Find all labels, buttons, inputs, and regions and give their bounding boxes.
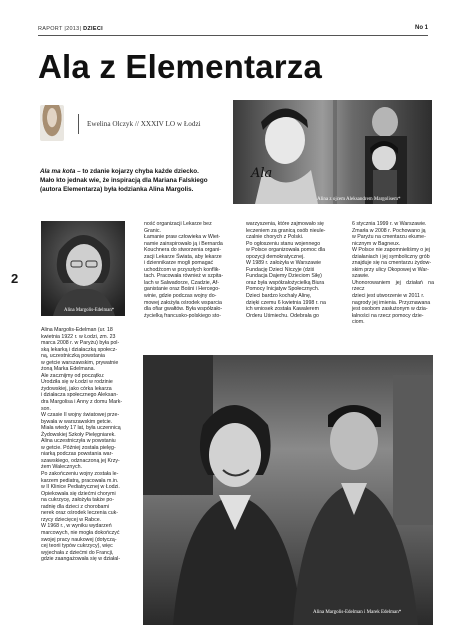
col3-line: Pomocy Inicjatyw Społecznych. (246, 286, 320, 293)
header-raport: RAPORT (38, 26, 63, 32)
col3-line: Fundacja Dajemy Dzieciom Siłę) (246, 273, 322, 280)
col1-line: radnię dla dzieci z chorobami (41, 503, 109, 510)
col2-line: mowej założyła ośrodek wsparcia (144, 299, 222, 306)
article-title: Ala z Elementarza (38, 48, 323, 85)
lead-text: – to zdanie kojarzy chyba każde dziecko. Mało kto jednak wie, że inspiracją dla Mariana Falskiego (autora Elementarza) była łodzianka Alina Margolis. (40, 168, 208, 193)
col1-line: nerek oraz ośrodek leczenia cuk- (41, 510, 119, 517)
col1-line: w II Klinice Pediatrycznej w Łodzi. (41, 484, 120, 491)
col1-line: żydowskiej, jako córka lekarza (41, 385, 112, 392)
header-section: DZIECI (83, 26, 103, 32)
col4-line: ciom. (352, 319, 365, 326)
col4-line: skim przy ulicy Okopowej w War- (352, 266, 429, 273)
col1-line: karzem pediatrą, pracowała m.in. (41, 477, 119, 484)
col1-line: szawskiego, odznaczoną jej Krzy- (41, 457, 120, 464)
header-year: 2013 (66, 26, 80, 32)
col1-line: niarką podczas powstania war- (41, 451, 114, 458)
col1-line: ną, uczestniczką powstania (41, 353, 105, 360)
col2-line: winie, gdzie podczas wojny do- (144, 293, 217, 300)
col1-line: W 1968 r., w wyniku wydarzeń (41, 523, 112, 530)
col3-line: W 1989 r. założyła w Warszawie (246, 260, 322, 267)
byline-divider (78, 114, 79, 134)
col2-line: ność organizacji Lekarze bez (144, 221, 212, 227)
photo-alina-portrait (41, 221, 125, 316)
photo-caption-portrait: Alina Margolis-Edelman* (64, 308, 115, 313)
col1-line: marcowych, nie mogła dokończyć (41, 529, 120, 536)
issue-number: No 1 (414, 25, 428, 31)
col1-line: ską lekarką i działaczką społecz- (41, 346, 118, 353)
col4-line: znajduje się na cmentarzu żydow- (352, 260, 432, 267)
col1-line: i działacza społecznego Aleksan- (41, 392, 119, 399)
col2-line: zacji Lekarze Świata, aby lekarze (144, 253, 222, 260)
col3-line: Fundację Dzieci Niczyje (dziś (246, 266, 315, 273)
col4-line: Uhonorowaniem jej działań na rzecz (352, 279, 434, 293)
col1-line: rzycy dziecięcej w Rabce. (41, 516, 102, 523)
col2-line: Kouchnera do stworzenia organi- (144, 247, 222, 254)
column-4 (352, 221, 434, 326)
col2-line: życielką francusko-polskiego sto- (144, 312, 222, 319)
handwriting-ala: Ala (251, 166, 273, 181)
col1-line: Ale zacznijmy od początku: (41, 372, 105, 379)
col3-line: dzięki czemu 6 kwietnia 1998 r. na (246, 299, 326, 306)
col1-line: kwietnia 1922 r. w Łodzi, zm. 23 (41, 333, 116, 340)
col1-line: swojej pracy naukowej (dotyczą- (41, 536, 117, 543)
col4-line: nicznym w Bagneux. (352, 240, 401, 247)
col1-line: dra Margolisa i Anny z domu Mark- (41, 399, 123, 406)
column-1 (41, 327, 125, 563)
col1-line: Żydowskiej Szkoły Pielęgniarek. (41, 431, 116, 438)
col1-line: cej teorii typów cukrzycy), więc (41, 543, 113, 550)
col1-line: Miała wtedy 17 lat, była uczennicą (41, 425, 121, 432)
col3-line: leczeniem za granicą osób nieule- (246, 227, 326, 234)
col2-line: Łamanie praw człowieka w Wiet- (144, 234, 221, 241)
col4-line: Zmarła w 2008 r. Pochowano ją (352, 227, 426, 234)
page-number: 2 (11, 271, 19, 286)
photo-caption-top: Alina z ojcem Aleksandrem Margolisem* (317, 197, 401, 202)
col1-line: żem Walecznych. (41, 464, 82, 471)
col4-line: dzieci jest utworzenie w 2011 r. (352, 293, 425, 300)
column-2 (144, 221, 228, 319)
col2-line: lach w Salwadorze, Czadzie, Af- (144, 279, 219, 286)
col1-line: w getcie. Później została pielęg- (41, 444, 116, 451)
col2-line: dla ofiar gwałtów. Była współzało- (144, 306, 223, 313)
col3-line: ich wniosek została Kawalerem (246, 306, 319, 313)
photo-caption-bottom: Alina Margolis-Edelman i Marek Edelman* (313, 610, 402, 615)
col2-line: uchodźcom w przyszłych konflik- (144, 266, 221, 273)
lead-italic: Ala ma kota (40, 168, 76, 175)
col1-line: bywała w warszawskim getcie. (41, 418, 113, 425)
col4-line: 6 stycznia 1999 r. w Warszawie. (352, 221, 427, 227)
col4-line: nagrody jej imienia. Przyznawana (352, 299, 431, 306)
col1-line: W czasie II wojny światowej prze- (41, 412, 120, 419)
lead-paragraph (40, 167, 212, 194)
col1-line: w getcie warszawskim, prywatnie (41, 359, 119, 366)
col2-line: i dziennikarze mogli pomagać (144, 260, 214, 267)
col1-line: marca 2008 r. w Paryżu) była pol- (41, 340, 120, 347)
col2-line: tach. Pracowała również w szpita- (144, 273, 224, 280)
author-photo (40, 105, 64, 141)
col3-line: Orderu Uśmiechu. Odebrała go (246, 312, 319, 319)
photo-alina-and-marek (143, 355, 433, 625)
column-3 (246, 221, 334, 319)
col4-line: w Paryżu na cmentarzu ekume- (352, 234, 426, 241)
col4-line: szawie. (352, 273, 370, 280)
running-header: RAPORT |2013| DZIECI (38, 26, 103, 32)
col3-line: Po ogłoszeniu stanu wojennego (246, 240, 321, 247)
col3-line: opozycji demokratycznej. (246, 253, 305, 260)
col3-line: w Polsce organizowała pomoc dla (246, 247, 326, 254)
col4-line: W Polsce nie zapomnieliśmy o jej (352, 247, 430, 254)
col4-line: łalności na rzecz pomocy dzie- (352, 312, 424, 319)
col3-line: oraz była współzałożycielką Biura (246, 279, 325, 286)
col1-line: na cukrzycę, założyła także po- (41, 497, 114, 504)
col2-line: ganistanie oraz Bośni i Hercego- (144, 286, 220, 293)
byline: Ewelina Olczyk // XXXIV LO w Łodzi (87, 120, 201, 128)
col3-line: warzyszenia, które zajmowało się (246, 221, 324, 227)
header-rule (38, 35, 428, 36)
col3-line: Dzieci bardzo kochały Alinę, (246, 293, 312, 300)
col1-line: son. (41, 405, 51, 412)
col4-line: jest osobom zasłużonym w dzia- (352, 306, 428, 313)
col1-line: Urodziła się w Łodzi w rodzinie (41, 379, 113, 386)
col2-line: namie zainspirowało ją i Bernarda (144, 240, 223, 247)
col1-line: wyjechała z dziećmi do Francji, (41, 549, 114, 556)
col1-line: żoną Marka Edelmana. (41, 366, 95, 373)
col3-line: czalnie chorych z Polski. (246, 234, 304, 241)
col1-line: Opiekowała się dziećmi chorymi (41, 490, 116, 497)
col1-line: gdzie zaangażowała się w działal- (41, 556, 121, 563)
col2-line: Granic. (144, 227, 161, 234)
col1-line: Alina Margolis-Edelman (ur. 18 (41, 327, 113, 333)
col1-line: Alina uczestniczyła w powstaniu (41, 438, 116, 445)
photo-alina-with-father (233, 100, 432, 204)
col4-line: działaniach i jej symboliczny grób (352, 253, 430, 260)
col1-line: Po zakończeniu wojny została le- (41, 471, 119, 478)
